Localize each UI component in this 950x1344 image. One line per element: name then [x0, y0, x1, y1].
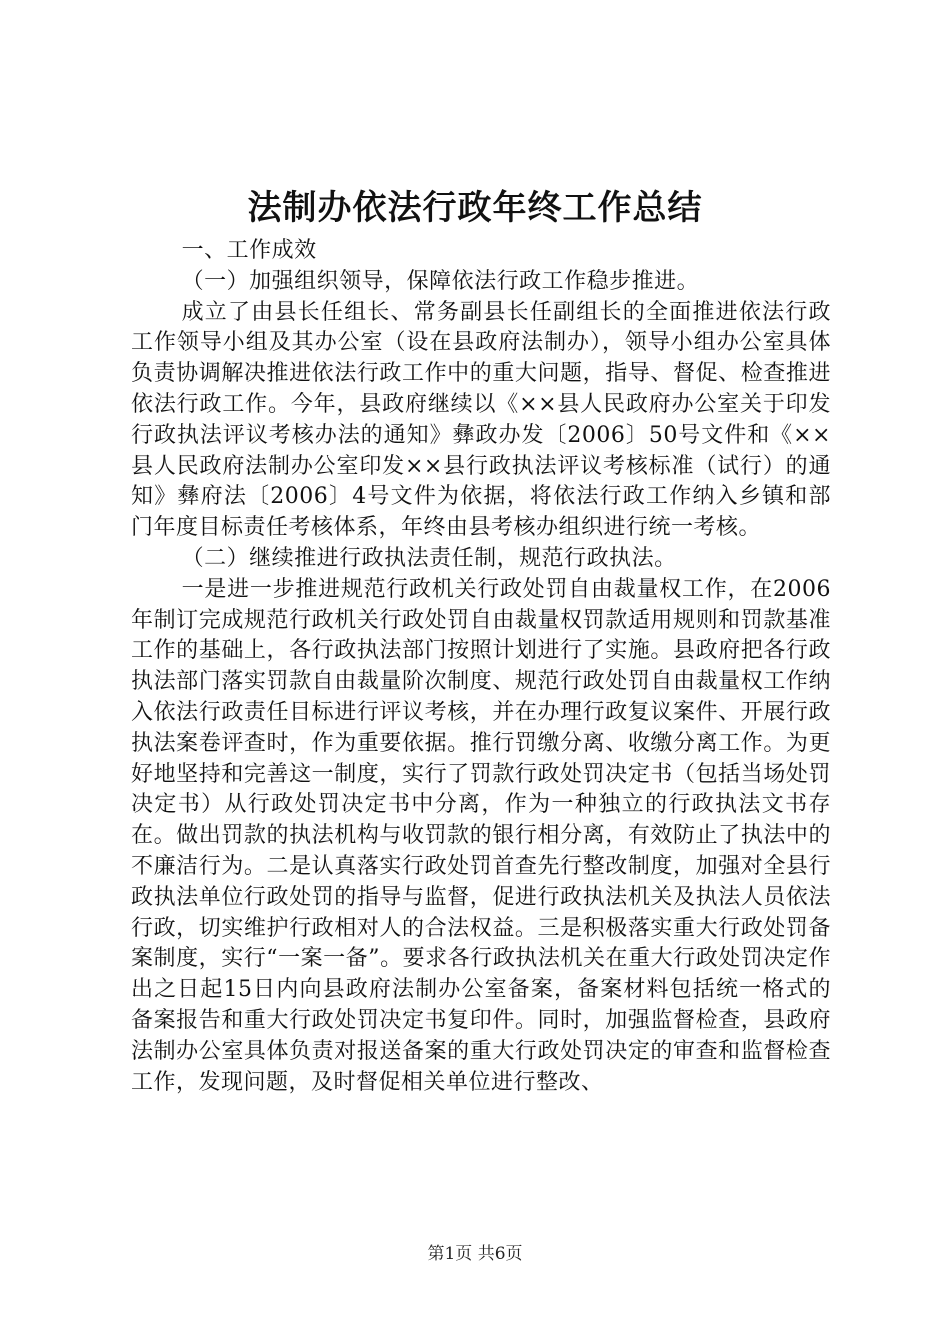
page-number-footer: 第1页 共6页 [427, 1244, 523, 1264]
document-title: 法制办依法行政年终工作总结 [247, 188, 703, 228]
paragraph-enforcement-details: 一是进一步推进规范行政机关行政处罚自由裁量权工作，在2006年制订完成规范行政机关行政处罚自由裁量权罚款适用规则和罚款基准工作的基础上，各行政执法部门按照计划进行了实施。县政府把各行政执法部门落实罚款自由裁量阶次制度、规范行政处罚自由裁量权工作纳入依法行政责任目标进行评议考核，并在办理行政复议案件、开展行政执法案卷评查时，作为重要依据。推行罚缴分离、收缴分离工作。为更好地坚持和完善这一制度，实行了罚款行政处罚决定书（包括当场处罚决定书）从行政处罚决定书中分离，作为一种独立的行政执法文书存在。做出罚款的执法机构与收罚款的银行相分离，有效防止了执法中的不廉洁行为。二是认真落实行政处罚首查先行整改制度，加强对全县行政执法单位行政处罚的指导与监督，促进行政执法机关及执法人员依法行政，切实维护行政相对人的合法权益。三是积极落实重大行政处罚备案制度，实行“一案一备”。要求各行政执法机关在重大行政处罚决定作出之日起15日内向县政府法制办公室备案，备案材料包括统一格式的备案报告和重大行政处罚决定书复印件。同时，加强监督检查，县政府法制办公室具体负责对报送备案的重大行政处罚决定的审查和监督检查工作，发现问题，及时督促相关单位进行整改、 [131, 576, 831, 1095]
section-heading-work-results: 一、工作成效 [181, 238, 317, 263]
subsection-heading-organization: （一）加强组织领导，保障依法行政工作稳步推进。 [181, 268, 700, 294]
paragraph-leadership-group: 成立了由县长任组长、常务副县长任副组长的全面推进依法行政工作领导小组及其办公室（设在县政府法制办），领导小组办公室具体负责协调解决推进依法行政工作中的重大问题，指导、督促、检查推进依法行政工作。今年，县政府继续以《××县人民政府办公室关于印发行政执法评议考核办法的通知》彝政办发〔2006〕50号文件和《××县人民政府法制办公室印发××县行政执法评议考核标准（试行）的通知》彝府法〔2006〕4号文件为依据，将依法行政工作纳入乡镇和部门年度目标责任考核体系，年终由县考核办组织进行统一考核。 [131, 299, 831, 541]
document-body [131, 236, 831, 1098]
subsection-heading-enforcement: （二）继续推进行政执法责任制，规范行政执法。 [181, 545, 677, 571]
